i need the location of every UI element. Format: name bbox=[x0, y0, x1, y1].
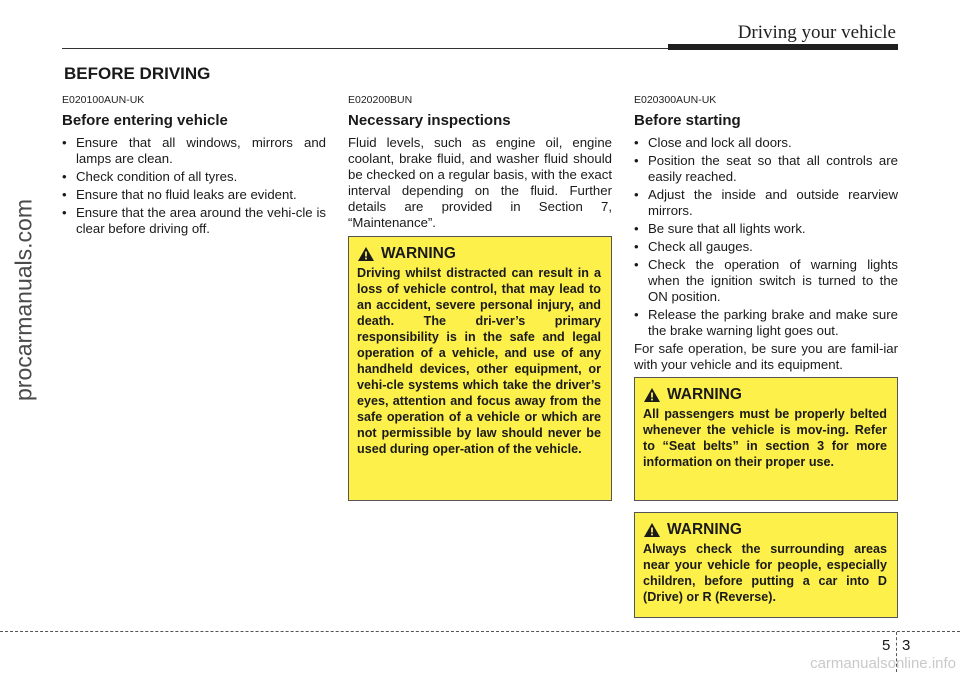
warning-header bbox=[643, 386, 887, 404]
body-paragraph: Fluid levels, such as engine oil, engine coolant, brake fluid, and washer fluid should be checked on a regular basis, with the exact interval depending on the fluid. Further details are provided in Section 7, “Maintenance”. bbox=[348, 135, 612, 230]
bullet-list bbox=[62, 135, 326, 237]
warning-header bbox=[357, 245, 601, 263]
warning-title: WARNING bbox=[381, 245, 456, 262]
subheading: Before entering vehicle bbox=[62, 112, 228, 129]
list-item: • Ensure that no fluid leaks are evident. bbox=[62, 187, 326, 203]
list-item: • Be sure that all lights work. bbox=[634, 221, 898, 237]
column-before-starting bbox=[634, 94, 898, 373]
running-header-title: Driving your vehicle bbox=[737, 22, 896, 43]
warning-box-seat-belts bbox=[634, 377, 898, 501]
list-item: • Check all gauges. bbox=[634, 239, 898, 255]
warning-triangle-icon bbox=[357, 246, 375, 262]
side-watermark-text: procarmanuals.com bbox=[10, 199, 37, 401]
section-title: BEFORE DRIVING bbox=[64, 64, 211, 83]
header-rule bbox=[62, 48, 672, 49]
body-paragraph: For safe operation, be sure you are famil-iar with your vehicle and its equipment. bbox=[634, 341, 898, 372]
warning-text: All passengers must be properly belted whenever the vehicle is mov-ing. Refer to “Seat belts” in section 3 for more information on their proper use. bbox=[643, 407, 887, 469]
footer-watermark: carmanualsonline.info bbox=[810, 655, 956, 672]
bullet-list bbox=[634, 135, 898, 339]
chapter-number: 5 bbox=[882, 637, 891, 654]
section-code: E020300AUN-UK bbox=[634, 94, 717, 106]
list-item: • Release the parking brake and make sure the brake warning light goes out. bbox=[634, 307, 898, 339]
side-watermark bbox=[2, 120, 46, 480]
warning-text: Driving whilst distracted can result in a loss of vehicle control, that may lead to an accident, severe personal injury, and death. The dri-ver’s primary responsibility is in the safe and legal operation of a vehicle, and use of any handheld devices, other equipment, or vehi-cle systems which take the driver’s eyes, attention and focus away from the safe operation of a vehicle or which are not permissible by law should never be used during oper-ation of the vehicle. bbox=[357, 266, 601, 456]
warning-title: WARNING bbox=[667, 386, 742, 403]
column-before-entering bbox=[62, 94, 326, 239]
footer-rule bbox=[0, 631, 960, 632]
warning-triangle-icon bbox=[643, 387, 661, 403]
warning-box-surroundings bbox=[634, 512, 898, 618]
list-item: • Ensure that all windows, mirrors and lamps are clean. bbox=[62, 135, 326, 167]
section-code: E020100AUN-UK bbox=[62, 94, 145, 106]
section-code: E020200BUN bbox=[348, 94, 413, 106]
warning-triangle-icon bbox=[643, 522, 661, 538]
warning-box-distraction bbox=[348, 236, 612, 501]
list-item: • Check the operation of warning lights when the ignition switch is turned to the ON position. bbox=[634, 257, 898, 305]
list-item: • Check condition of all tyres. bbox=[62, 169, 326, 185]
header-bar bbox=[668, 44, 898, 50]
warning-header bbox=[643, 521, 887, 539]
warning-text: Always check the surrounding areas near your vehicle for people, especially children, before putting a car into D (Drive) or R (Reverse). bbox=[643, 542, 887, 604]
list-item: • Ensure that the area around the vehi-cle is clear before driving off. bbox=[62, 205, 326, 237]
column-necessary-inspections bbox=[348, 94, 612, 231]
page-number: 3 bbox=[902, 637, 911, 654]
subheading: Before starting bbox=[634, 112, 741, 129]
list-item: • Position the seat so that all controls are easily reached. bbox=[634, 153, 898, 185]
list-item: • Close and lock all doors. bbox=[634, 135, 898, 151]
list-item: • Adjust the inside and outside rearview mirrors. bbox=[634, 187, 898, 219]
warning-title: WARNING bbox=[667, 521, 742, 538]
subheading: Necessary inspections bbox=[348, 112, 511, 129]
